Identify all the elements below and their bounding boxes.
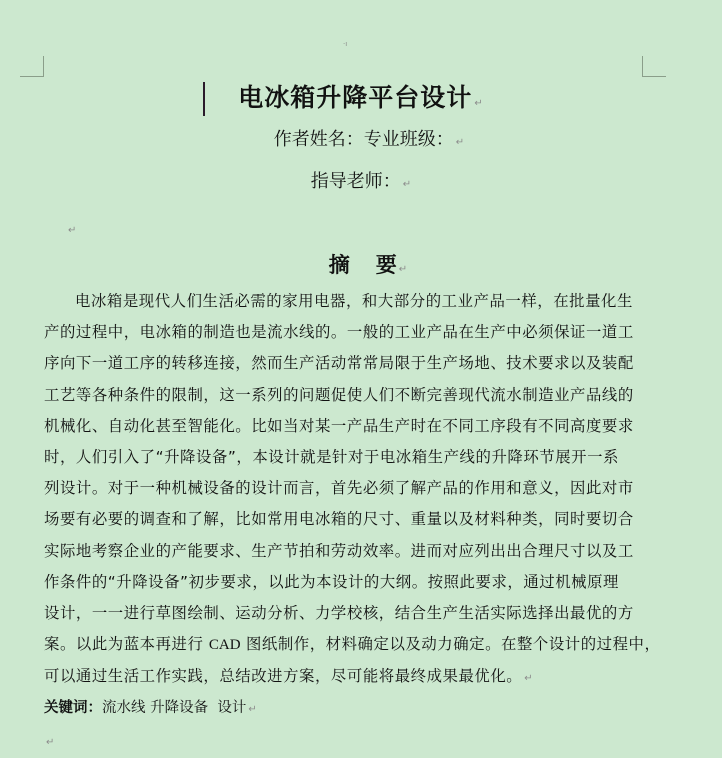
abstract-heading-left: 摘	[328, 253, 350, 277]
abstract-heading[interactable]	[0, 250, 722, 285]
keywords-value: 流水线 升降设备 设计	[102, 700, 247, 716]
paragraph-mark-icon: ↵	[398, 264, 408, 275]
abstract-text: 图纸制作，材料确定以及动力确定。在整个设计的过程中，	[240, 635, 661, 654]
abstract-line: 工艺等各种条件的限制，这一系列的问题促使人们不断完善现代流水制造业产品线的	[44, 385, 634, 404]
abstract-line: 机械化、自动化甚至智能化。比如当对某一产品生产时在不同工序段有不同高度要求	[44, 416, 634, 435]
empty-paragraph[interactable]	[66, 218, 76, 237]
abstract-line-cad	[44, 629, 661, 661]
crop-mark-top-left	[20, 56, 44, 77]
abstract-line: 列设计。对于一种机械设备的设计而言，首先必须了解产品的作用和意义，因此对市	[44, 479, 634, 498]
paragraph-mark-icon: ↵	[46, 737, 55, 748]
document-title-text: 电冰箱升降平台设计	[238, 83, 473, 112]
paragraph-mark-icon: ↵	[474, 98, 484, 109]
abstract-body[interactable]	[44, 286, 661, 695]
paragraph-mark-icon: ↵	[68, 225, 77, 236]
keywords-label: 关键词：	[44, 700, 102, 716]
abstract-text: 可以通过生活工作实践，总结改进方案，尽可能将最终成果最优化。	[44, 667, 523, 686]
abstract-heading-right: 要	[375, 253, 397, 277]
advisor-line[interactable]	[0, 168, 722, 199]
cad-term: CAD	[208, 637, 241, 654]
abstract-line: 设计，一一进行草图绘制、运动分析、力学校核，结合生产生活实际选择出最优的方	[44, 604, 634, 623]
crop-mark-top-right	[642, 56, 666, 77]
abstract-line: 作条件的“升降设备”初步要求，以此为本设计的大纲。按照此要求，通过机械原理	[44, 572, 619, 591]
author-class-text: 作者姓名：专业班级：	[273, 129, 454, 150]
abstract-line: 序向下一道工序的转移连接，然而生产活动常常局限于生产场地、技术要求以及装配	[44, 354, 634, 373]
paragraph-mark-icon: ↵	[524, 673, 534, 685]
paragraph-mark-icon: ↵	[402, 179, 412, 190]
abstract-line: 场要有必要的调查和了解，比如常用电冰箱的尺寸、重量以及材料种类，同时要切合	[44, 510, 634, 529]
abstract-line: 时，人们引入了“升降设备”，本设计就是针对于电冰箱生产线的升降环节展开一系	[44, 448, 619, 467]
header-paragraph-mark: ·ı	[343, 40, 348, 48]
paragraph-mark-icon: ↵	[248, 704, 257, 715]
empty-paragraph[interactable]	[44, 730, 54, 749]
keywords-line[interactable]	[44, 696, 257, 722]
abstract-line: 电冰箱是现代人们生活必需的家用电器，和大部分的工业产品一样，在批量化生	[75, 292, 633, 310]
abstract-line	[44, 661, 644, 694]
document-title[interactable]	[0, 80, 722, 122]
author-class-line[interactable]	[0, 126, 722, 157]
abstract-line: 实际地考察企业的产能要求、生产节拍和劳动效率。进而对应列出出合理尺寸以及工	[44, 541, 634, 560]
abstract-text: 案。以此为蓝本再进行	[44, 635, 209, 654]
advisor-text: 指导老师：	[310, 171, 401, 192]
abstract-line: 产的过程中，电冰箱的制造也是流水线的。一般的工业产品在生产中必须保证一道工	[44, 323, 634, 342]
paragraph-mark-icon: ↵	[455, 137, 465, 148]
